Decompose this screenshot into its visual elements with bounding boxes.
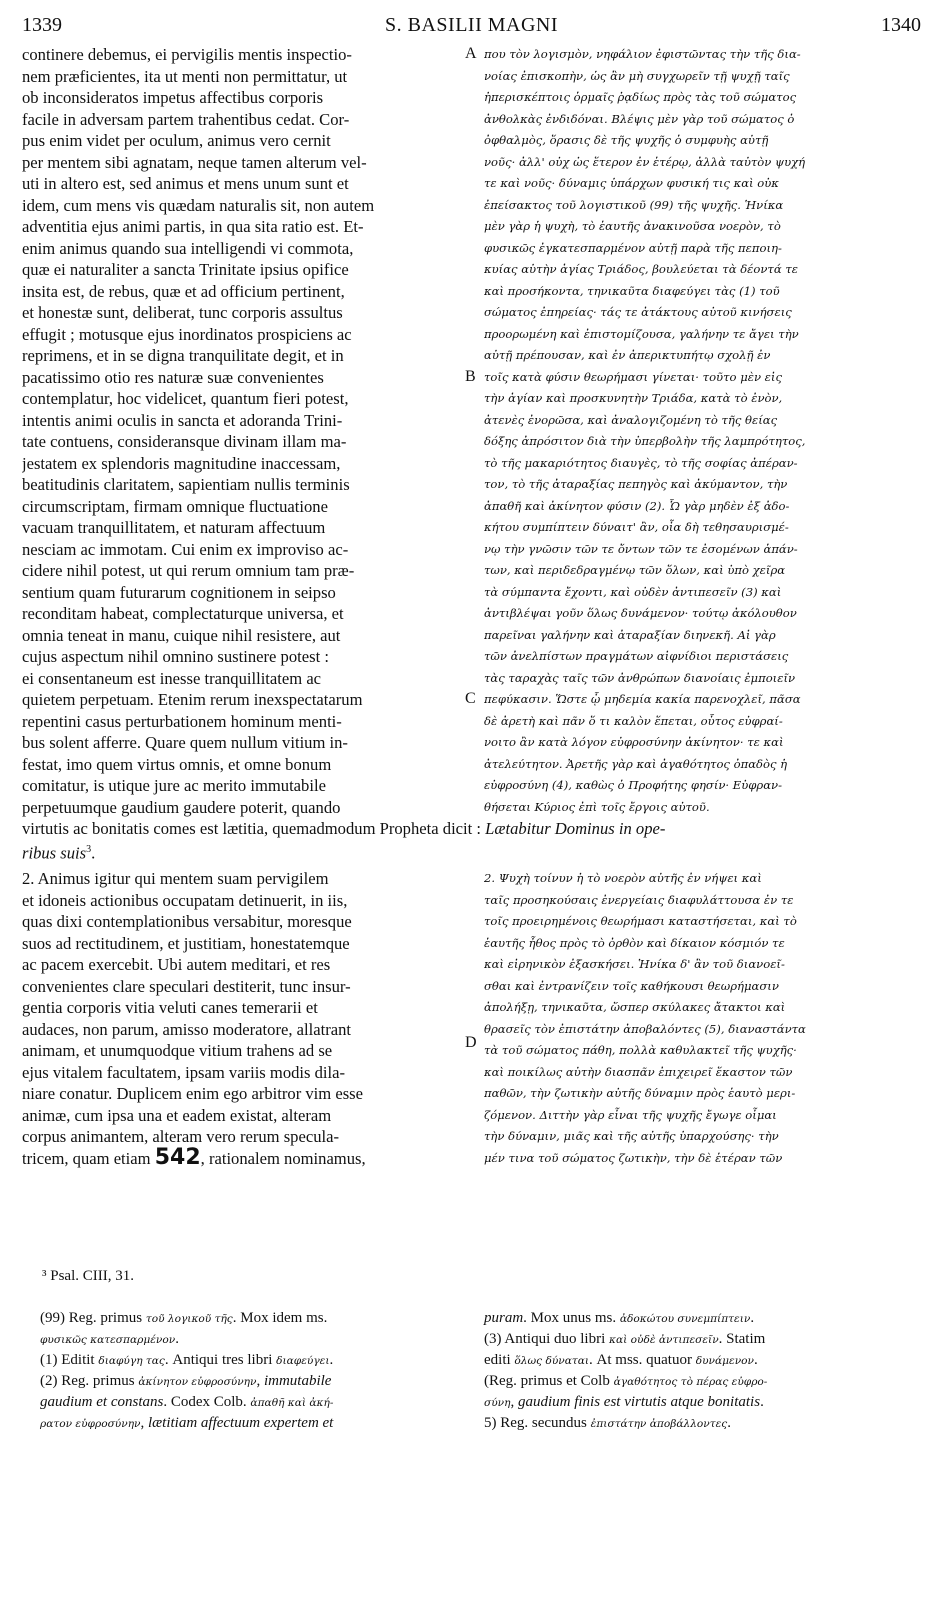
margin-letter-c: C — [465, 690, 476, 707]
footnote-italic: gaudium et constans — [40, 1394, 164, 1410]
greek-line: ὀφθαλμὸς, ὅρασις δὲ τῆς ψυχῆς ὁ συμφυὴς αὐτῇ — [484, 133, 769, 147]
footnote-text: (99) Reg. primus — [40, 1310, 146, 1326]
greek-column-top — [484, 44, 920, 818]
margin-letter-b: B — [465, 368, 476, 385]
greek-line: ἀτελεύτητον. Ἀρετῆς γὰρ καὶ ἀγαθότητος ὀπαδὸς ἡ — [484, 756, 788, 771]
greek-column-bottom — [484, 868, 920, 1169]
greek-line: αὐτῇ πρέπουσαν, καὶ ἐν ἀπερικτυπήτῳ σχολῇ ἐν — [484, 348, 771, 362]
latin-line: 2. Animus igitur qui mentem suam pervigilem — [22, 869, 329, 888]
page-number-left: 1339 — [22, 14, 62, 36]
latin-line: convenientes clare speculari destiterit, tunc insur- — [22, 976, 351, 996]
greek-line: παρεῖναι γαλήνην καὶ ἀταραξίαν διηνεκῆ. Αἱ γὰρ — [484, 627, 776, 642]
margin-letter-a: A — [465, 45, 477, 62]
latin-line: uti in altero est, sed animus et mens unum sunt et — [22, 174, 349, 193]
latin-line: et idoneis actionibus occupatam detinuerit, in iis, — [22, 890, 348, 910]
footnote-line — [484, 1329, 767, 1350]
footnote-greek: ὅλως δύναται — [514, 1355, 590, 1367]
greek-line: ἀπολήξῃ, τηνικαῦτα, ὥσπερ σκύλακες ἄτακτοι καὶ — [484, 1000, 786, 1014]
latin-last-before: tricem, quam etiam — [22, 1149, 155, 1168]
footnote-text: , — [256, 1373, 264, 1389]
latin-line: audaces, non parum, amisso moderatore, allatrant — [22, 1019, 351, 1039]
footnote-greek: φυσικῶς κατεσπαρμένον — [40, 1334, 176, 1346]
footnote-greek: διαφύγη τας — [98, 1355, 165, 1367]
greek-line: νοιτο ἂν κατὰ λόγον εὐφροσύνην ἀκίνητον· τε καὶ — [484, 735, 784, 749]
footnote-line — [40, 1350, 333, 1371]
latin-line: enim animus quando sua intelligendi vi commota, — [22, 238, 354, 258]
latin-line: corpus animantem, alteram vero rerum specula- — [22, 1127, 339, 1146]
greek-line: τοῖς κατὰ φύσιν θεωρήμασι γίνεται· τοῦτο μὲν εἰς — [484, 369, 782, 384]
greek-line: τὰς ταραχὰς ταῖς τῶν ἀνθρώπων διανοίαις ἐμποιεῖν — [484, 670, 796, 685]
footnote-text: . At mss. quatuor — [589, 1352, 696, 1368]
latin-line: animam, et unumquodque vitium trahens ad se — [22, 1041, 333, 1060]
latin-line: reconditam habeat, complectaturque universa, et — [22, 604, 344, 623]
latin-line: nem præficientes, ita ut menti non permittatur, ut — [22, 66, 348, 86]
running-title: S. BASILII MAGNI — [385, 14, 558, 36]
greek-line: εὐφροσύνη (4), καθὼς ὁ Προφήτης φησίν· Εὐφραν- — [484, 778, 783, 792]
footnote-text: (2) Reg. primus — [40, 1373, 139, 1389]
psalm-reference: ³ Psal. CIII, 31. — [42, 1268, 134, 1284]
footnote-greek: ἀγαθότητος τὸ πέρας εὐφρο- — [613, 1376, 768, 1388]
footnote-text: . — [175, 1331, 179, 1347]
footnote-text: . — [329, 1352, 334, 1368]
latin-column-bottom — [22, 868, 462, 1148]
latin-line: sentium quam futurarum cognitionem in seipso — [22, 582, 336, 602]
greek-line: τε καὶ νοῦς· δύναμις ὑπάρχων φυσική τις καὶ οὐκ — [484, 176, 779, 190]
latin-line: adventitia ejus animi partis, in qua sita ratio est. Et- — [22, 217, 364, 236]
greek-line: πεφύκασιν. Ὥστε ᾧ μηδεμία κακία παρενοχλεῖ, πᾶσα — [484, 692, 801, 706]
footnote-line — [40, 1392, 333, 1413]
greek-line: τὴν δύναμιν, μιᾶς καὶ τῆς αὐτῆς ὑπαρχούσης· τὴν — [484, 1129, 779, 1143]
footnote-greek: ἀδοκώτου συνεμπίπτειν — [619, 1313, 751, 1325]
greek-line: καὶ ποικίλως αὐτὴν διασπᾶν ἐπιχειρεῖ ἕκαστον τῶν — [484, 1064, 793, 1079]
footnote-text: . — [750, 1310, 755, 1326]
footnote-italic: gaudium finis est virtutis atque bonitatis — [517, 1394, 761, 1410]
latin-line: vacuam tranquillitatem, et naturam affectuum — [22, 518, 326, 537]
greek-line: 2. Ψυχὴ τοίνυν ἡ τὸ νοερὸν αὐτῆς ἐν νήψει καὶ — [484, 871, 762, 885]
greek-line: που τὸν λογισμὸν, νηφάλιον ἐφιστῶντας τὴν τῆς δια- — [484, 47, 801, 61]
greek-line: ταῖς προσηκούσαις ἐνεργείαις διαφυλάττουσα ἐν τε — [484, 892, 794, 907]
footnote-line — [484, 1413, 767, 1434]
greek-line: μὲν γὰρ ἡ ψυχὴ, τὸ ἑαυτῆς ἀνακινοῦσα νοερὸν, τὸ — [484, 219, 781, 233]
latin-line: insita est, de rebus, quæ et ad officium pertinent, — [22, 281, 345, 301]
greek-line: ζόμενον. Διττὴν γὰρ εἶναι τῆς ψυχῆς ἔγωγε οἶμαι — [484, 1107, 777, 1122]
latin-last-after: , rationalem nominamus, — [200, 1149, 366, 1168]
footnote-text: . — [760, 1394, 764, 1410]
greek-line: προορωμένη καὶ ἐπιστομίζουσα, γαλήνην τε ἄγει τὴν — [484, 326, 799, 341]
latin-line: facile in adversam partem trahentibus cedat. Cor- — [22, 109, 350, 129]
footnotes-left — [40, 1308, 333, 1434]
footnote-text: (1) Editit — [40, 1352, 99, 1368]
latin-line: circumscriptam, firmam omnique fluctuatione — [22, 496, 328, 516]
greek-line: ἀντιβλέψαι γοῦν ὅλως δυνάμενον· τούτῳ ἀκόλουθον — [484, 606, 797, 620]
greek-line: νῳ τὴν γνῶσιν τῶν τε ὄντων τῶν τε ἐσομένων ἁπάν- — [484, 541, 798, 556]
latin-line: contemplatur, hoc videlicet, quantum fieri potest, — [22, 389, 349, 408]
footnote-text: . Mox unus ms. — [523, 1310, 620, 1326]
latin-line: per mentem sibi agnatam, neque tamen alterum vel- — [22, 152, 367, 172]
greek-line: των, καὶ περιδεδραγμένῳ τῶν ὅλων, καὶ ὑπὸ χεῖρα — [484, 563, 786, 577]
greek-line: ἀνθολκὰς ἐνδιδόναι. Βλέψις μὲν γὰρ τοῦ σώματος ὁ — [484, 111, 795, 126]
latin-line: continere debemus, ei pervigilis mentis inspectio- — [22, 45, 352, 64]
greek-line: νοῦς· ἀλλ' οὐχ ὡς ἕτερον ἐν ἑτέρῳ, ἀλλὰ ταὐτὸν ψυχή — [484, 154, 806, 169]
greek-line: φυσικῶς ἐγκατεσπαρμένον αὐτῇ παρὰ τῆς πεποιη- — [484, 240, 782, 255]
latin-line: ob inconsideratos impetus affectibus corporis — [22, 88, 324, 107]
latin-line: niare conatur. Duplicem enim ego arbitror vim esse — [22, 1084, 363, 1103]
latin-last-line — [22, 1147, 462, 1175]
footnote-greek: σύνη — [484, 1397, 511, 1409]
latin-line: gentia corporis vitia veluti canes temerarii et — [22, 998, 318, 1017]
footnote-text: 5) Reg. secundus — [484, 1415, 591, 1431]
greek-line: δὲ ἀρετὴ καὶ πᾶν ὅ τι καλὸν ἕπεται, οὗτος εὐφραί- — [484, 713, 783, 728]
latin-line: perpetuumque gaudium gaudere poterit, quando — [22, 797, 341, 817]
latin-line: idem, cum mens vis quædam naturalis sit, non autem — [22, 195, 375, 215]
full-line2-italic: ribus suis — [22, 843, 87, 863]
greek-line: τον, τὸ τῆς ἀταραξίας πεπηγὸς καὶ ἀκύμαντον, τὴν — [484, 477, 788, 491]
latin-line: ejus vitalem facultatem, ipsam variis modis dila- — [22, 1062, 346, 1082]
footnote-text: (3) Antiqui duo libri — [484, 1331, 609, 1347]
running-header — [22, 14, 921, 40]
footnote-greek: ἐπιστάτην ἀποβάλλοντες — [590, 1418, 728, 1430]
latin-line: cidere nihil potest, ut qui rerum omnium tam præ- — [22, 561, 355, 580]
latin-column-top — [22, 44, 462, 818]
greek-line: τὰ σύμπαντα ἔχοντι, καὶ οὐδὲν ἀντιπεσεῖν (3) καὶ — [484, 584, 782, 599]
latin-line: omnia teneat in manu, cuique nihil resistere, aut — [22, 625, 341, 645]
footnote-line — [484, 1350, 767, 1371]
column-number: 542 — [154, 1147, 201, 1170]
full-width-line — [22, 818, 922, 840]
greek-line: σώματος ἐπηρείας· τάς τε ἀτάκτους αὐτοῦ κινήσεις — [484, 305, 792, 319]
latin-line: cujus aspectum nihil omnino sustinere potest : — [22, 647, 329, 666]
greek-line: καὶ εἰρηνικὸν ἐξασκήσει. Ἡνίκα δ' ἂν τοῦ διανοεῖ- — [484, 957, 785, 971]
footnote-text: editi — [484, 1352, 515, 1368]
footnote-text: . — [727, 1415, 731, 1431]
greek-line: ἑαυτῆς ἦθος πρὸς τὸ ὀρθὸν καὶ δίκαιον κόσμιόν τε — [484, 935, 785, 950]
greek-line: τὸ τῆς μακαριότητος διαυγὲς, τὸ τῆς σοφίας ἀπέραν- — [484, 455, 798, 470]
footnote-text: , — [140, 1415, 148, 1431]
full-line2-sup: 3 — [86, 844, 92, 855]
full-width-line-2 — [22, 839, 922, 864]
latin-line: suos ad rectitudinem, et justitiam, honestatemque — [22, 933, 350, 953]
footnote-greek: τοῦ λογικοῦ τῆς — [145, 1313, 233, 1325]
latin-line: jestatem ex splendoris magnitudine inaccessam, — [22, 453, 341, 473]
margin-letter-d: D — [465, 1034, 477, 1051]
footnote-line — [40, 1413, 333, 1434]
latin-line: effugit ; motusque ejus inordinatos prospiciens ac — [22, 324, 352, 344]
footnote-greek: διαφεύγει — [276, 1355, 330, 1367]
full-line-text: virtutis ac bonitatis comes est lætitia, quemadmodum Propheta dicit : — [22, 819, 486, 838]
footnote-line — [40, 1371, 333, 1392]
greek-line: μέν τινα τοῦ σώματος ζωτικὴν, τὴν δὲ ἑτέραν τῶν — [484, 1150, 783, 1165]
greek-line: τὰ τοῦ σώματος πάθη, πολλὰ καθυλακτεῖ τῆς ψυχῆς· — [484, 1043, 797, 1057]
footnote-italic: immutabile — [263, 1373, 332, 1389]
footnote-text: . Antiqui tres libri — [164, 1352, 277, 1368]
full-line2-tail: . — [91, 843, 96, 863]
footnote-greek: ἀκίνητον εὐφροσύνην — [138, 1376, 257, 1388]
footnote-greek: δυνάμενον — [695, 1355, 754, 1367]
footnote-text: , — [510, 1394, 518, 1410]
latin-line: reprimens, et in se digna tranquilitate degit, et in — [22, 346, 344, 365]
latin-line: repentini casus perturbationem hominum menti- — [22, 711, 342, 731]
latin-line: beatitudinis claritatem, sapientiam nullis terminis — [22, 475, 350, 494]
footnote-text: . Statim — [718, 1331, 766, 1347]
greek-line: τοῖς προειρημένοις θεωρήμασι καταστήσεται, καὶ τὸ — [484, 914, 797, 928]
greek-line: τὴν ἁγίαν καὶ προσκυνητὴν Τριάδα, κατὰ τὸ ἐνὸν, — [484, 391, 783, 405]
footnote-greek: ἀπαθῆ καὶ ἀκή- — [250, 1397, 334, 1409]
greek-line: νοίας ἐπισκοπὴν, ὡς ἂν μὴ συγχωρεῖν τῇ ψυχῇ ταῖς — [484, 68, 790, 83]
latin-line: ei consentaneum est inesse tranquillitatem ac — [22, 668, 322, 688]
footnote-text: (Reg. primus et Colb — [484, 1373, 614, 1389]
latin-line: quæ ei naturaliter a sancta Trinitate ipsius opifice — [22, 260, 349, 279]
greek-line: ἀπαθῆ καὶ ἀκίνητον φύσιν (2). Ὧ γὰρ μηδὲν ἐξ ἀδο- — [484, 498, 790, 513]
footnote-greek: καὶ οὐδὲ ἀντιπεσεῖν — [609, 1334, 719, 1346]
footnote-line — [484, 1371, 767, 1392]
footnote-text: . — [753, 1352, 758, 1368]
page-number-right: 1340 — [881, 14, 921, 36]
latin-line: et honestæ sunt, deliberat, tunc corporis assultus — [22, 303, 343, 322]
latin-line: tate contuens, consideransque divinam illam ma- — [22, 432, 347, 451]
latin-line: festat, imo quem virtus omnis, et omne bonum — [22, 754, 332, 774]
greek-line: κήτου συμπίπτειν δύναιτ' ἂν, οἷα δὴ τεθησαυρισμέ- — [484, 520, 789, 534]
greek-line: κυίας αὐτὴν ἁγίας Τριάδος, βουλεύεται τὰ δέοντά τε — [484, 262, 798, 276]
greek-line: ἐπείσακτος τοῦ λογιστικοῦ (99) τῆς ψυχῆς. Ἡνίκα — [484, 197, 784, 212]
latin-line: pus enim videt per oculum, animus vero cernit — [22, 131, 331, 150]
footnote-text: . Mox idem ms. — [232, 1310, 328, 1326]
footnote-italic: lætitiam affectuum expertem et — [147, 1415, 334, 1431]
footnote-italic: puram — [484, 1310, 524, 1326]
greek-line: καὶ προσήκοντα, τηνικαῦτα διαφεύγει τὰς (1) τοῦ — [484, 283, 780, 298]
full-line-italic: Lætabitur Dominus in ope- — [485, 819, 666, 838]
greek-line: θρασεῖς τὸν ἐπιστάτην ἀποβαλόντες (5), διαναστάντα — [484, 1021, 806, 1036]
greek-line: σθαι καὶ ἐντρανίζειν τοῖς καθήκουσι θεωρήμασιν — [484, 978, 779, 993]
latin-line: quas dixi contemplationibus versabitur, moresque — [22, 912, 352, 931]
latin-line: ac pacem exercebit. Ubi autem meditari, et res — [22, 955, 331, 974]
latin-line: comitatur, is utique jure ac merito immutabile — [22, 776, 326, 795]
footnote-line — [484, 1308, 767, 1329]
footnote-line — [484, 1392, 767, 1413]
greek-line: τῶν ἀνελπίστων πραγμάτων αἰφνίδιοι περιστάσεις — [484, 649, 789, 663]
latin-line: bus solent afferre. Quare quem nullum vitium in- — [22, 733, 348, 752]
latin-line: pacatissimo otio res naturæ suæ convenientes — [22, 367, 324, 387]
greek-line: ἠπερισκέπτοις ὁρμαῖς ῥᾳδίως πρὸς τὰς τοῦ σώματος — [484, 90, 797, 104]
footnote-text: . Codex Colb. — [163, 1394, 251, 1410]
latin-line: animæ, cum ipsa una et eadem existat, alteram — [22, 1105, 332, 1125]
latin-line: quietem perpetuam. Etenim rerum inexspectatarum — [22, 690, 363, 709]
greek-line: δόξης ἀπρόσιτον διὰ τὴν ὑπερβολὴν τῆς λαμπρότητος, — [484, 434, 806, 448]
footnote-line — [40, 1329, 333, 1350]
greek-line: θήσεται Κύριος ἐπὶ τοῖς ἔργοις αὐτοῦ. — [484, 799, 710, 814]
latin-line: intentis animi oculis in sancta et adoranda Trini- — [22, 410, 343, 430]
greek-line: παθῶν, τὴν ζωτικὴν αὐτῆς δύναμιν πρὸς ἑαυτὸ μερι- — [484, 1086, 796, 1100]
footnote-line — [40, 1308, 333, 1329]
footnotes-right — [484, 1308, 767, 1434]
latin-line: nesciam ac immotam. Cui enim ex improviso ac- — [22, 539, 349, 559]
footnote-greek: ρατον εὐφροσύνην — [40, 1418, 141, 1430]
greek-line: ἀτενὲς ἐνορῶσα, καὶ ἀναλογιζομένη τὸ τῆς θείας — [484, 412, 778, 427]
